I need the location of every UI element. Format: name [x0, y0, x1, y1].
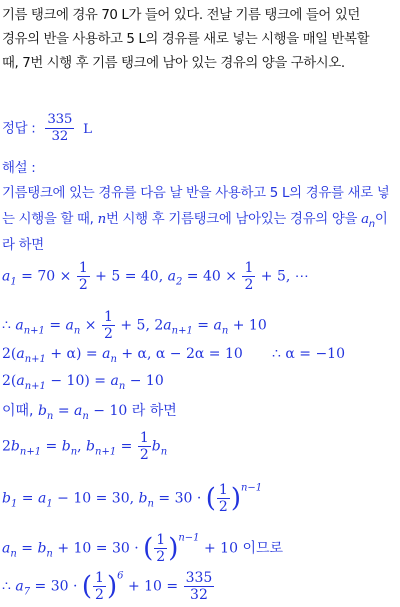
answer-numerator: 335	[47, 112, 73, 127]
answer-fraction	[45, 112, 74, 145]
eq7-exp: n−1	[240, 482, 263, 494]
eq3-e: + α, α − 2α = 10	[116, 346, 243, 362]
eq7-d: − 10 = 30,	[52, 490, 139, 507]
eq3-s2: n	[110, 354, 117, 365]
eq9-a: a	[15, 578, 24, 595]
eq5-b: b	[37, 403, 47, 419]
eq8-f: 이므로	[242, 540, 284, 557]
eq9-s1: 7	[23, 586, 31, 598]
eq1-g: + 5, ⋯	[256, 268, 309, 285]
eq8-exp: n−1	[178, 532, 200, 544]
equation-line-4	[2, 373, 164, 392]
eq4-s1: n+1	[24, 381, 46, 392]
eq4-a: 2(	[2, 373, 17, 389]
eq4-c: − 10) =	[45, 373, 111, 389]
eq1-e: = 40 ×	[182, 268, 242, 285]
eq1-f1-den: 2	[78, 277, 88, 293]
solution-text-1: 기름탱크에 있는 경유를 다음 날 반을 사용하고 5 L의 경유를 새로 넣	[2, 186, 390, 201]
eq6-s4: n	[160, 446, 168, 458]
eq3-d: a	[102, 346, 111, 362]
eq9-c: + 10 =	[123, 578, 183, 595]
equation-line-2	[2, 309, 267, 342]
eq7-a: b	[2, 490, 11, 507]
equation-line-8	[2, 532, 283, 565]
answer-label: 정답 :	[2, 121, 36, 137]
eq2-s1: n+1	[23, 325, 45, 337]
problem-line-3: 때, 7번 시행 후 기름 탱크에 남아 있는 경유의 양을 구하시오.	[2, 56, 345, 71]
eq4-d: a	[110, 373, 119, 389]
eq5-f: 라 하면	[131, 403, 177, 419]
eq7-b: =	[17, 490, 38, 507]
eq2-c: a	[65, 317, 74, 334]
eq7-rparen: )	[230, 483, 241, 514]
eq9-exp: 6	[117, 570, 124, 582]
eq7-f-den: 2	[218, 499, 228, 515]
eq3-b: a	[16, 346, 25, 362]
eq4-s2: n	[118, 381, 126, 392]
eq1-f1-num: 1	[78, 260, 88, 276]
eq1-c: + 5 = 40,	[90, 268, 168, 285]
eq8-e: + 10	[199, 540, 243, 557]
eq8-lparen: (	[143, 533, 154, 564]
eq7-frac	[217, 482, 230, 515]
eq2-h: a	[213, 317, 222, 334]
problem-statement	[2, 4, 398, 76]
equation-line-5	[2, 400, 177, 422]
eq1-d: a	[167, 268, 176, 285]
eq2-s4: n	[221, 325, 229, 337]
solution-text-2a: 는 시행을 할 때,	[2, 212, 98, 227]
eq2-s3: n+1	[171, 325, 193, 337]
eq8-d: + 10 = 30 ·	[52, 540, 144, 557]
eq8-a: a	[2, 540, 11, 557]
eq3-f: ∴ α = −10	[272, 346, 345, 362]
eq2-f-num: 1	[104, 309, 113, 325]
eq2-f: a	[163, 317, 172, 334]
eq6-s1: n+1	[19, 446, 42, 458]
eq3-c: + α) =	[45, 346, 103, 362]
eq5-s1: n	[46, 411, 54, 422]
eq8-c: b	[37, 540, 47, 557]
eq9-rparen: )	[106, 571, 118, 602]
sub-n: n	[368, 219, 375, 230]
eq2-therefore: ∴	[2, 317, 16, 334]
eq6-g: =	[116, 438, 137, 455]
eq6-h: b	[151, 438, 161, 455]
eq7-f: = 30 ·	[153, 490, 206, 507]
eq9-f-num: 1	[95, 570, 104, 586]
eq6-a: 2	[2, 438, 11, 455]
eq8-f-den: 2	[156, 549, 166, 565]
equation-line-6	[2, 430, 167, 463]
eq5-e: − 10	[88, 403, 132, 419]
eq1-f2-den: 2	[244, 277, 254, 293]
eq2-frac	[102, 309, 115, 342]
solution-text-2	[2, 208, 387, 230]
eq1-frac-2	[242, 260, 255, 293]
problem-line-2: 경유의 반을 사용하고 5 L의 경유를 새로 넣는 시행을 매일 반복할	[2, 32, 370, 47]
eq8-b: =	[16, 540, 38, 557]
eq6-e: ,	[77, 438, 87, 455]
eq7-lparen: (	[205, 483, 216, 514]
eq2-g: =	[192, 317, 214, 334]
solution-label: 해설 :	[2, 161, 36, 176]
eq9-therefore: ∴	[2, 578, 16, 595]
eq4-b: a	[16, 373, 25, 389]
eq2-b: =	[44, 317, 66, 334]
eq1-s1: 1	[10, 276, 17, 288]
solution-text-2f: 이	[374, 212, 388, 227]
eq6-f-num: 1	[139, 430, 149, 446]
var-n: n	[97, 212, 106, 227]
eq7-c: a	[37, 490, 47, 507]
eq9-b: = 30 ·	[30, 578, 82, 595]
eq4-e: − 10	[125, 373, 164, 389]
eq2-i: + 10	[228, 317, 267, 334]
eq8-frac	[154, 532, 167, 565]
eq9-r-den: 32	[190, 587, 208, 603]
solution-text-2c: 번 시행 후 기름탱크에 남아있는 경유의 양을	[105, 212, 362, 227]
eq7-s2: 1	[46, 498, 53, 510]
equation-line-3	[2, 346, 398, 365]
eq9-r-num: 335	[185, 570, 213, 586]
eq8-rparen: )	[168, 533, 179, 564]
eq2-f-den: 2	[104, 326, 113, 342]
eq3-s1: n+1	[24, 354, 46, 365]
eq7-s3: n	[147, 498, 154, 510]
eq5-d: a	[74, 403, 83, 419]
eq8-f-num: 1	[156, 532, 166, 548]
eq5-a: 이때,	[2, 403, 38, 419]
eq8-s1: n	[10, 548, 17, 560]
eq6-s3: n+1	[95, 446, 117, 458]
eq6-frac	[138, 430, 151, 463]
eq9-frac	[93, 570, 106, 603]
eq5-c: =	[53, 403, 75, 419]
eq1-f2-num: 1	[244, 260, 254, 276]
eq9-result-frac	[184, 570, 215, 603]
eq2-s2: n	[73, 325, 81, 337]
eq6-f-den: 2	[139, 447, 149, 463]
equation-line-9	[2, 570, 215, 603]
equation-line-7	[2, 482, 262, 515]
eq1-frac-1	[77, 260, 90, 293]
eq9-lparen: (	[81, 571, 93, 602]
eq6-d: b	[61, 438, 71, 455]
eq7-s1: 1	[10, 498, 18, 510]
answer-unit: L	[83, 121, 92, 137]
eq1-b: = 70 ×	[16, 268, 76, 285]
eq6-c: =	[41, 438, 62, 455]
eq2-a: a	[15, 317, 24, 334]
equation-line-1	[2, 260, 309, 293]
eq9-f-den: 2	[95, 587, 104, 603]
eq1-a: a	[2, 268, 11, 285]
eq2-d: ×	[80, 317, 101, 334]
eq5-s2: n	[82, 411, 89, 422]
eq2-e: + 5, 2	[115, 317, 164, 334]
answer-line	[2, 112, 92, 145]
eq8-s2: n	[46, 548, 53, 560]
eq1-s2: 2	[175, 276, 183, 288]
eq7-e: b	[138, 490, 148, 507]
eq6-s2: n	[70, 446, 78, 458]
eq6-b: b	[10, 438, 20, 455]
var-a: a	[361, 212, 369, 227]
answer-denominator: 32	[51, 129, 68, 144]
eq3-a: 2(	[2, 346, 17, 362]
eq7-f-num: 1	[218, 482, 228, 498]
problem-line-1: 기름 탱크에 경유 70 L가 들어 있다. 전날 기름 탱크에 들어 있던	[2, 8, 360, 23]
eq6-f: b	[86, 438, 96, 455]
solution-text-3: 라 하면	[2, 238, 44, 253]
